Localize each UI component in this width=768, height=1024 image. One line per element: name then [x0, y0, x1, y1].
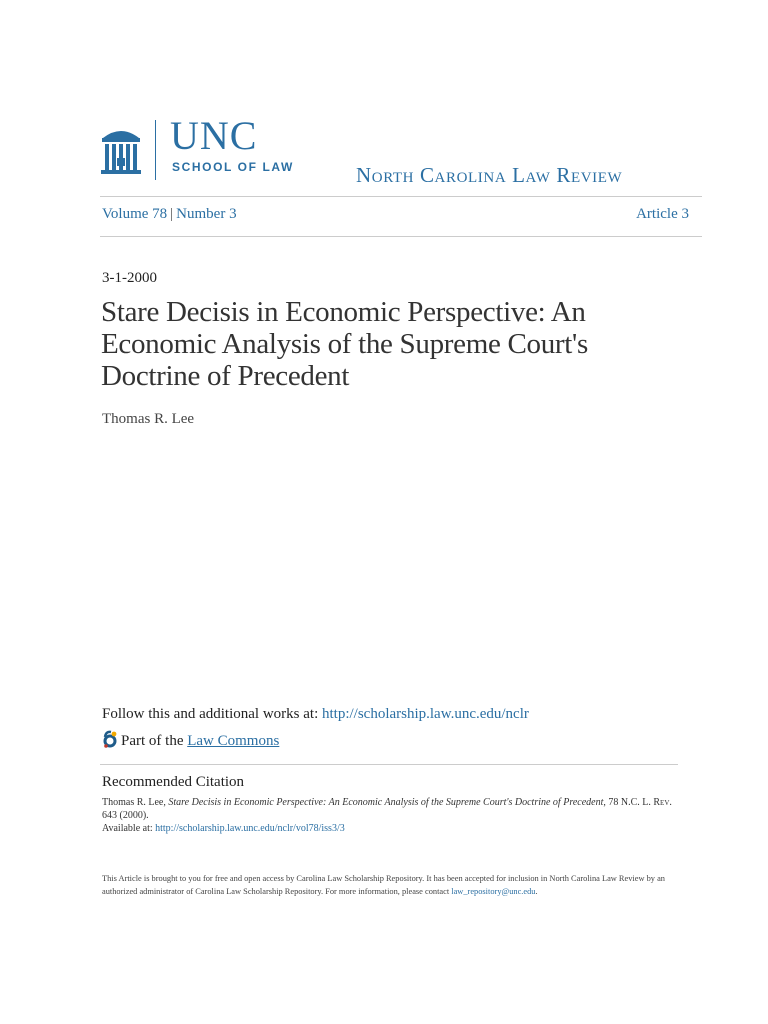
logo-unc-text: UNC: [170, 113, 258, 158]
part-of-prefix: Part of the: [121, 733, 188, 749]
available-prefix: Available at:: [102, 823, 156, 834]
footer-end: .: [535, 887, 538, 896]
volume-link[interactable]: Volume 78: [102, 206, 168, 222]
citation-title: Stare Decisis in Economic Perspective: An Economic Analysis of the Supreme Court's Doctrine of Precedent: [168, 797, 604, 808]
citation-divider: [100, 764, 678, 765]
volume-number-row: [102, 206, 237, 223]
separator: |: [170, 206, 174, 222]
citation-pages: 643 (2000).: [102, 810, 149, 821]
footer-notice: [102, 872, 672, 898]
contact-email-link[interactable]: law_repository@unc.edu: [451, 887, 536, 896]
citation-text: [102, 796, 672, 822]
part-of-line: [102, 730, 279, 753]
issue-divider: [100, 236, 702, 237]
article-title: Stare Decisis in Economic Perspective: An Economic Analysis of the Supreme Court's Doctrine of Precedent: [101, 296, 588, 392]
article-link[interactable]: Article 3: [636, 206, 689, 222]
available-at-line: [102, 823, 345, 834]
old-well-icon: [100, 124, 142, 181]
follow-prefix: Follow this and additional works at:: [102, 706, 322, 722]
law-commons-link[interactable]: Law Commons: [187, 733, 280, 749]
open-access-icon: [102, 730, 118, 753]
journal-title-link[interactable]: North Carolina Law Review: [356, 163, 623, 187]
footer-text: This Article is brought to you for free and open access by Carolina Law Scholarship Repository. It has been accepted for inclusion in North Carolina Law Review by an authorized administrator of Carolina Law Scholarship Repository. For more information, please contact: [102, 874, 665, 896]
follow-line: [102, 706, 529, 723]
citation-rev: Rev.: [653, 797, 672, 808]
citation-journal: , 78 N.C. L.: [603, 797, 654, 808]
repository-url-link[interactable]: http://scholarship.law.unc.edu/nclr: [321, 706, 529, 722]
publication-date: 3-1-2000: [102, 270, 157, 286]
unc-logo: [100, 113, 310, 182]
citation-author: Thomas R. Lee,: [102, 797, 169, 808]
recommended-citation-heading: Recommended Citation: [102, 774, 245, 790]
number-link[interactable]: Number 3: [176, 206, 237, 222]
available-url-link[interactable]: http://scholarship.law.unc.edu/nclr/vol78/iss3/3: [155, 823, 345, 834]
logo-divider: [155, 120, 156, 180]
header-divider: [100, 196, 702, 197]
logo-school-text: SCHOOL OF LAW: [172, 160, 294, 174]
article-author: Thomas R. Lee: [102, 411, 195, 427]
